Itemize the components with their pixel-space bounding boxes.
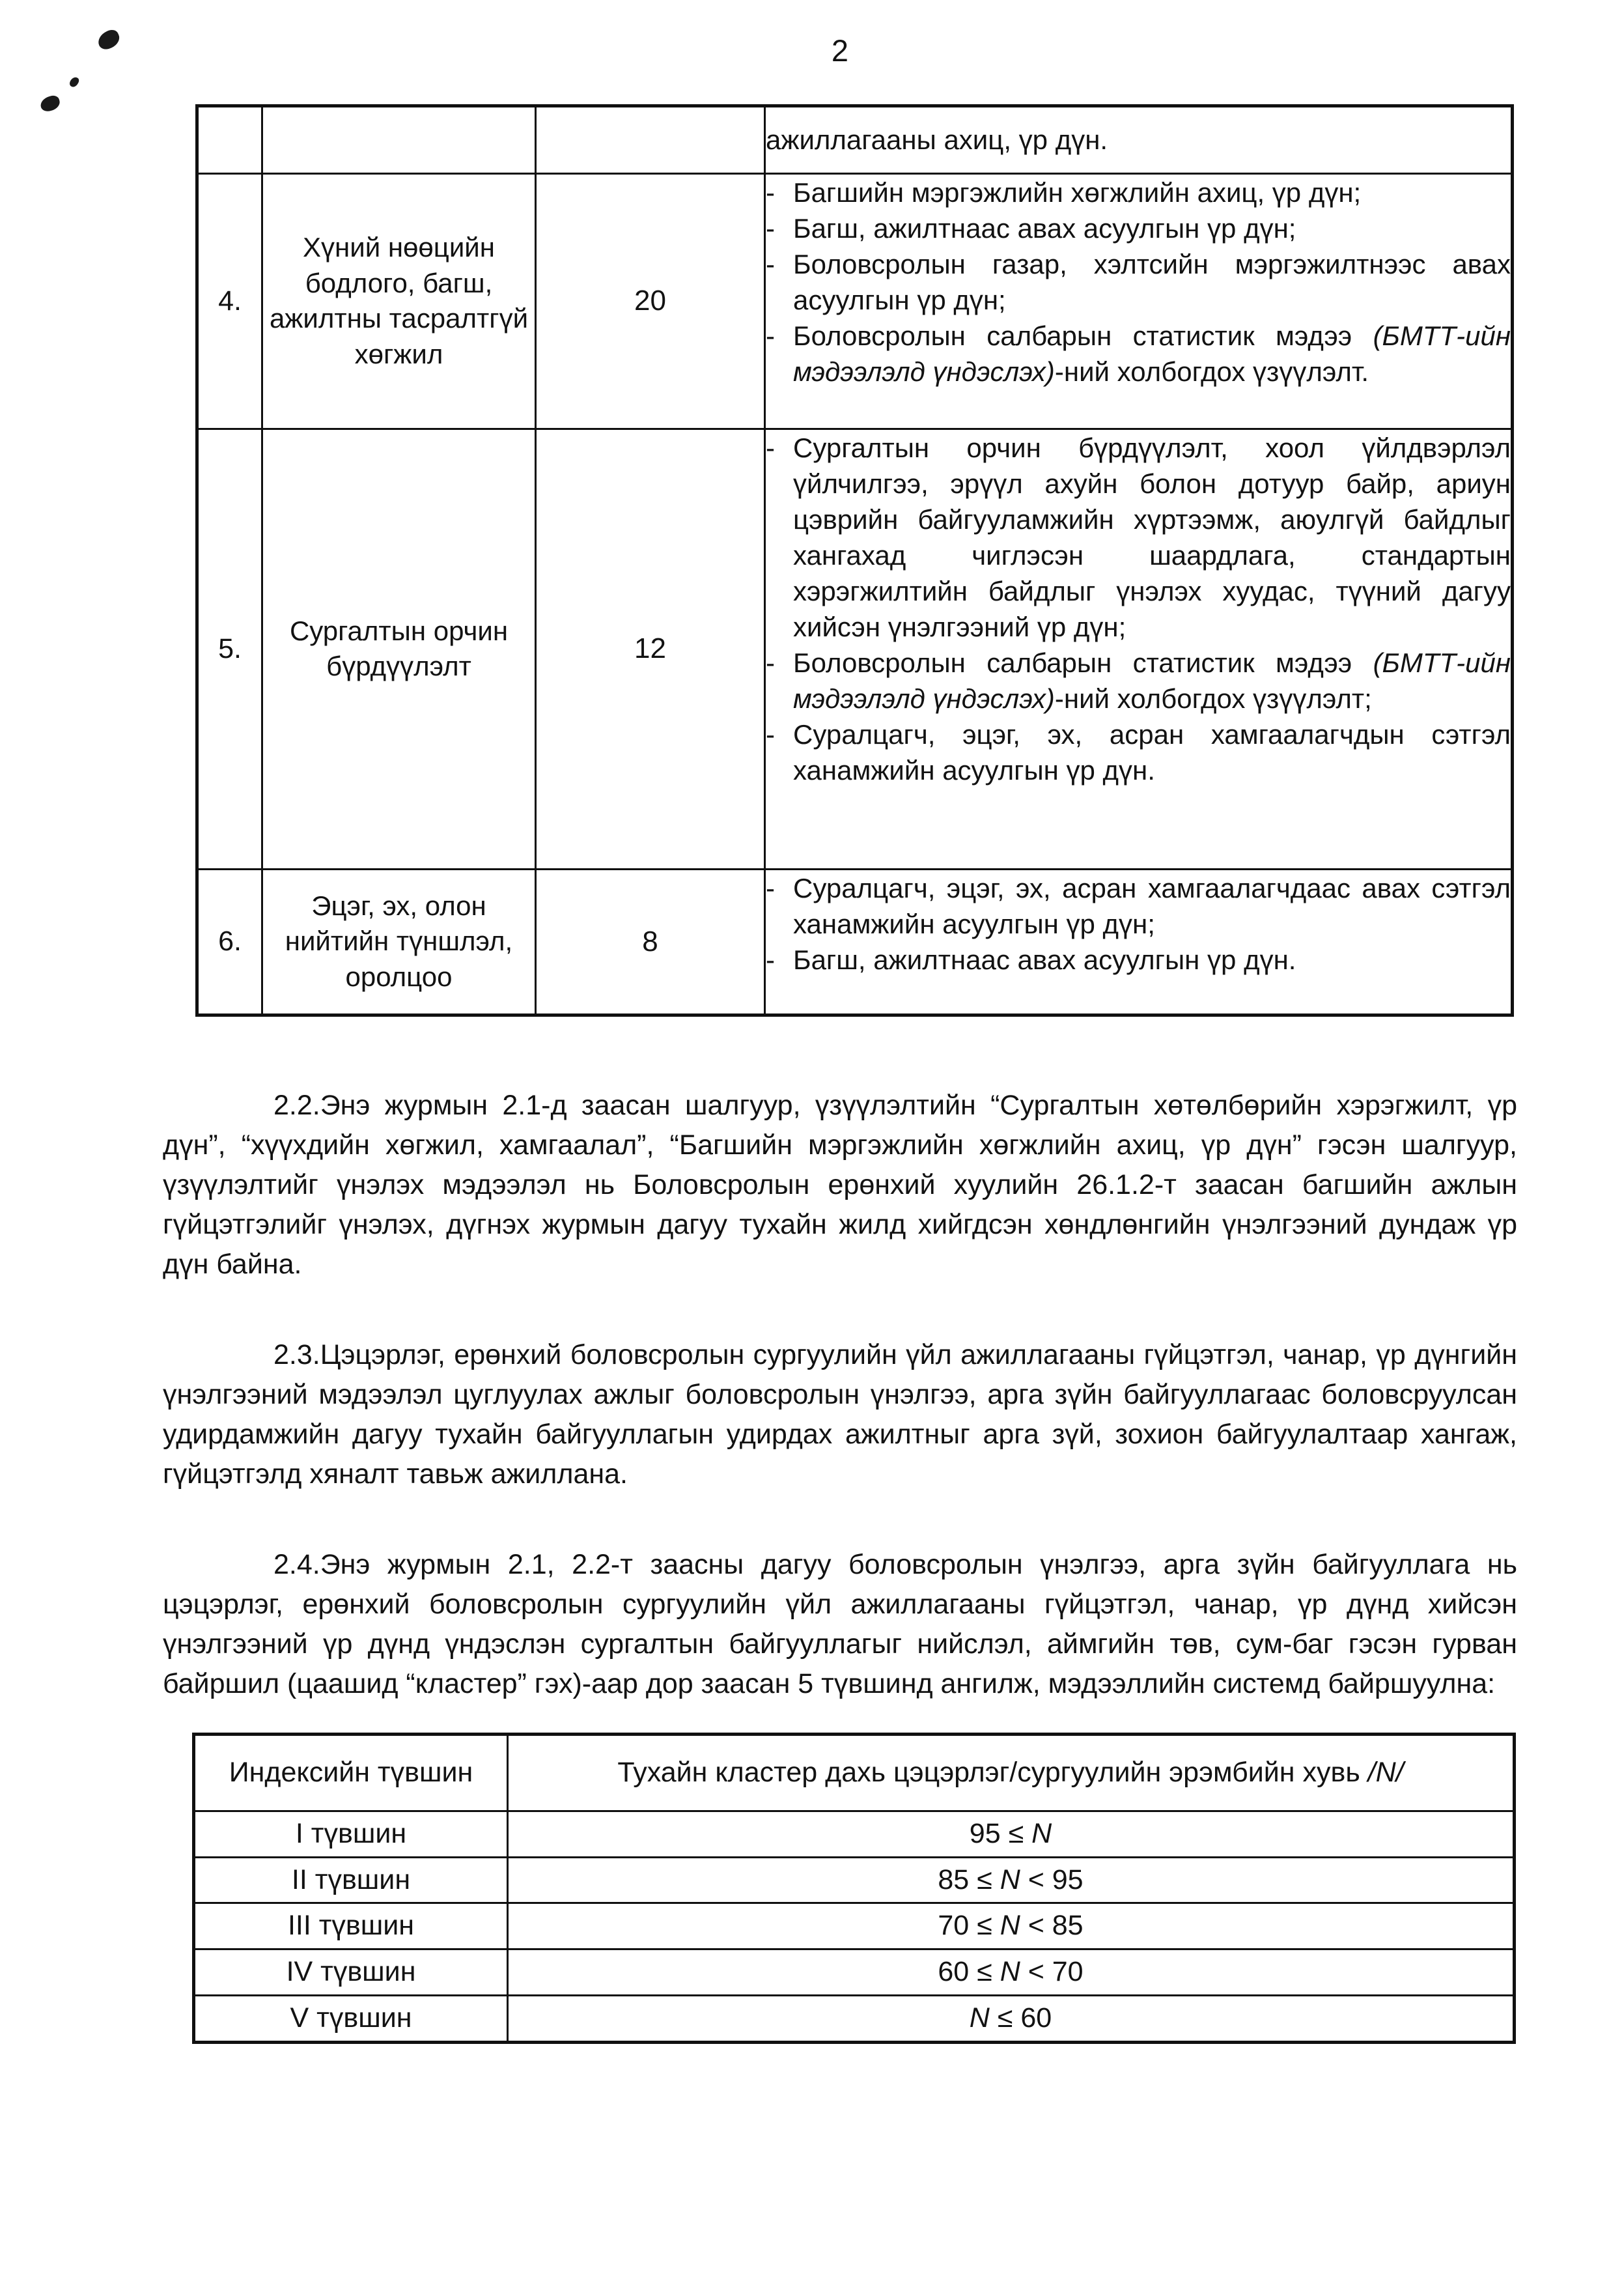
range-cell bbox=[508, 1857, 1515, 1903]
paragraph-2-4: 2.4.Энэ журмын 2.1, 2.2-т заасны дагуу боловсролын үнэлгээ, арга зүйн байгууллага нь цэцэрлэг, ерөнхий боловсролын сургуулийн үйл ажиллагааны гүйцэтгэл, чанар, үр дүнд хийсэн үнэлгээний үр дүнд үндэслэн сургалтын байгууллагыг нийслэл, аймгийн төв, сум-баг гэсэн гурван байршил (цаашид “кластер” гэх)-аар дор заасан 5 түвшинд ангилж, мэдээллийн системд байршуулна: bbox=[163, 1548, 1517, 1699]
bullet-item bbox=[766, 645, 1511, 716]
bullet-dash: - bbox=[766, 177, 775, 208]
range-n-symbol: N bbox=[1031, 1817, 1052, 1849]
bullet-dash: - bbox=[766, 647, 775, 678]
index-level-header-cell: Индексийн түвшин bbox=[194, 1734, 508, 1811]
range-post: < 70 bbox=[1020, 1956, 1084, 1988]
index-level-cell: II түвшин bbox=[194, 1857, 508, 1903]
bullet-dash: - bbox=[766, 320, 775, 351]
bullet-item bbox=[766, 175, 1511, 210]
body-paragraphs bbox=[163, 1086, 1517, 1704]
row-number-cell: 5. bbox=[197, 429, 262, 869]
index-table-header-row bbox=[194, 1734, 1515, 1811]
range-n-symbol: N bbox=[1000, 1864, 1020, 1895]
range-header-n-symbol: /N/ bbox=[1367, 1756, 1404, 1788]
row-number-cell: 6. bbox=[197, 869, 262, 1015]
bullet-text-post: -ний холбогдох үзүүлэлт. bbox=[1054, 356, 1369, 387]
bullet-text-italic: (БМТТ-ийн мэдээлэлд үндэслэх) bbox=[793, 320, 1511, 387]
paragraph-2-2: 2.2.Энэ журмын 2.1-д заасан шалгуур, үзүүлэлтийн “Сургалтын хөтөлбөрийн хэрэгжилт, үр дүн”, “хүүхдийн хөгжил, хамгаалал”, “Багшийн мэргэжлийн хөгжлийн ахиц, үр дүн” гэсэн шалгуур, үзүүлэлтийг үнэлэх мэдээлэл нь Боловсролын ерөнхий хуулийн 26.1.2-т заасан багшийн ажлын гүйцэтгэлийг үнэлэх, дүгнэх журмын дагуу тухайн жилд хийгдсэн хөндлөнгийн үнэлгээний дундаж үр дүн байна. bbox=[163, 1089, 1517, 1280]
ink-speck bbox=[68, 76, 80, 89]
criterion-name-cell bbox=[262, 106, 536, 173]
index-level-cell: I түвшин bbox=[194, 1811, 508, 1857]
bullet-item bbox=[766, 210, 1511, 246]
ink-speck bbox=[39, 94, 62, 113]
criterion-name-cell: Сургалтын орчин бүрдүүлэлт bbox=[262, 429, 536, 869]
score-cell: 12 bbox=[536, 429, 765, 869]
continuation-text: ажиллагааны ахиц, үр дүн. bbox=[766, 124, 1108, 156]
bullet-text-pre: Багш, ажилтнаас авах асуулгын үр дүн; bbox=[793, 212, 1296, 244]
bullet-text-pre: Багшийн мэргэжлийн хөгжлийн ахиц, үр дүн; bbox=[793, 177, 1362, 208]
table-row-continuation bbox=[197, 106, 1513, 173]
bullet-text bbox=[793, 870, 1511, 942]
score-cell bbox=[536, 106, 765, 173]
bullet-dash: - bbox=[766, 248, 775, 279]
range-post: < 95 bbox=[1020, 1864, 1084, 1895]
ink-speck bbox=[95, 27, 122, 52]
bullet-text-pre: Суралцагч, эцэг, эх, асран хамгаалагчдын сэтгэл ханамжийн асуулгын үр дүн. bbox=[793, 718, 1511, 786]
bullet-text bbox=[793, 246, 1511, 318]
index-table-row bbox=[194, 1903, 1515, 1949]
bullet-dash: - bbox=[766, 432, 775, 463]
score-cell: 20 bbox=[536, 173, 765, 429]
bullet-text-pre: Сургалтын орчин бүрдүүлэлт, хоол үйлдвэрлэл үйлчилгээ, эрүүл ахуйн болон дотуур байр, ариун цэврийн байгууламжийн хүртээмж, аюулгүй байдлыг хангахад чиглэсэн шаардлага, стандартын хэрэгжилтийн байдлыг үнэлэх хуудас, түүний дагуу хийсэн үнэлгээний үр дүн; bbox=[793, 432, 1511, 642]
bullet-text bbox=[793, 942, 1511, 978]
score-cell: 8 bbox=[536, 869, 765, 1015]
range-post: < 85 bbox=[1020, 1910, 1084, 1942]
range-n-symbol: N bbox=[969, 2002, 990, 2034]
range-n-symbol: N bbox=[1000, 1910, 1020, 1942]
bullet-text-pre: Боловсролын салбарын статистик мэдээ bbox=[793, 320, 1373, 351]
bullet-text bbox=[793, 716, 1511, 788]
range-header-text: Тухайн кластер дахь цэцэрлэг/сургуулийн эрэмбийн хувь bbox=[617, 1756, 1368, 1788]
bullet-text bbox=[793, 645, 1511, 716]
range-cell bbox=[508, 1949, 1515, 1996]
bullet-dash: - bbox=[766, 212, 775, 244]
bullet-text-post: -ний холбогдох үзүүлэлт; bbox=[1054, 683, 1372, 714]
paragraph-2-3: 2.3.Цэцэрлэг, ерөнхий боловсролын сургуулийн үйл ажиллагааны гүйцэтгэл, чанар, үр дүнгийн үнэлгээний мэдээлэл цуглуулах ажлыг боловсролын үнэлгээ, арга зүйн байгууллагаас боловсруулсан удирдамжийн дагуу тухайн байгууллагын удирдах ажилтныг арга зүй, зохион байгуулалтаар хангаж, гүйцэтгэлд хяналт тавьж ажиллана. bbox=[163, 1339, 1517, 1490]
index-table-row bbox=[194, 1857, 1515, 1903]
criterion-name-cell: Эцэг, эх, олон нийтийн түншлэл, оролцоо bbox=[262, 869, 536, 1015]
bullet-text-pre: Суралцагч, эцэг, эх, асран хамгаалагчдаас авах сэтгэл ханамжийн асуулгын үр дүн; bbox=[793, 872, 1511, 939]
indicators-cell bbox=[765, 869, 1513, 1015]
bullet-text-italic: (БМТТ-ийн мэдээлэлд үндэслэх) bbox=[793, 647, 1511, 714]
page-number: 2 bbox=[831, 33, 849, 68]
range-post: ≤ 60 bbox=[989, 2002, 1052, 2034]
range-pre: 85 ≤ bbox=[938, 1864, 1000, 1895]
index-table-row bbox=[194, 1996, 1515, 2043]
indicators-cell bbox=[765, 106, 1513, 173]
index-level-cell: IV түвшин bbox=[194, 1949, 508, 1996]
bullet-item bbox=[766, 870, 1511, 942]
row-number-cell bbox=[197, 106, 262, 173]
index-table-row bbox=[194, 1949, 1515, 1996]
bullet-text bbox=[793, 318, 1511, 390]
range-pre: 95 ≤ bbox=[969, 1817, 1032, 1849]
bullet-item bbox=[766, 716, 1511, 788]
bullet-text bbox=[793, 210, 1511, 246]
bullet-item bbox=[766, 430, 1511, 645]
index-level-cell: V түвшин bbox=[194, 1996, 508, 2043]
bullet-item bbox=[766, 318, 1511, 390]
bullet-text bbox=[793, 430, 1511, 645]
bullet-dash: - bbox=[766, 872, 775, 903]
index-table-row bbox=[194, 1811, 1515, 1857]
table-row-4 bbox=[197, 173, 1513, 429]
indicators-cell bbox=[765, 429, 1513, 869]
bullet-dash: - bbox=[766, 944, 775, 975]
range-header-cell bbox=[508, 1734, 1515, 1811]
bullet-item bbox=[766, 246, 1511, 318]
indicators-cell bbox=[765, 173, 1513, 429]
bullet-item bbox=[766, 942, 1511, 978]
criteria-table bbox=[195, 104, 1514, 1017]
range-cell bbox=[508, 1811, 1515, 1857]
index-level-cell: III түвшин bbox=[194, 1903, 508, 1949]
table-row-6 bbox=[197, 869, 1513, 1015]
bullet-dash: - bbox=[766, 718, 775, 750]
range-cell bbox=[508, 1996, 1515, 2043]
table-row-5 bbox=[197, 429, 1513, 869]
index-level-table bbox=[192, 1733, 1516, 2044]
bullet-text-pre: Боловсролын салбарын статистик мэдээ bbox=[793, 647, 1373, 678]
criterion-name-cell: Хүний нөөцийн бодлого, багш, ажилтны тасралтгүй хөгжил bbox=[262, 173, 536, 429]
range-cell bbox=[508, 1903, 1515, 1949]
range-pre: 60 ≤ bbox=[938, 1956, 1000, 1988]
range-n-symbol: N bbox=[1000, 1956, 1020, 1988]
bullet-text-pre: Багш, ажилтнаас авах асуулгын үр дүн. bbox=[793, 944, 1296, 975]
bullet-text bbox=[793, 175, 1511, 210]
row-number-cell: 4. bbox=[197, 173, 262, 429]
bullet-text-pre: Боловсролын газар, хэлтсийн мэргэжилтнээс авах асуулгын үр дүн; bbox=[793, 248, 1511, 315]
range-pre: 70 ≤ bbox=[938, 1910, 1000, 1942]
